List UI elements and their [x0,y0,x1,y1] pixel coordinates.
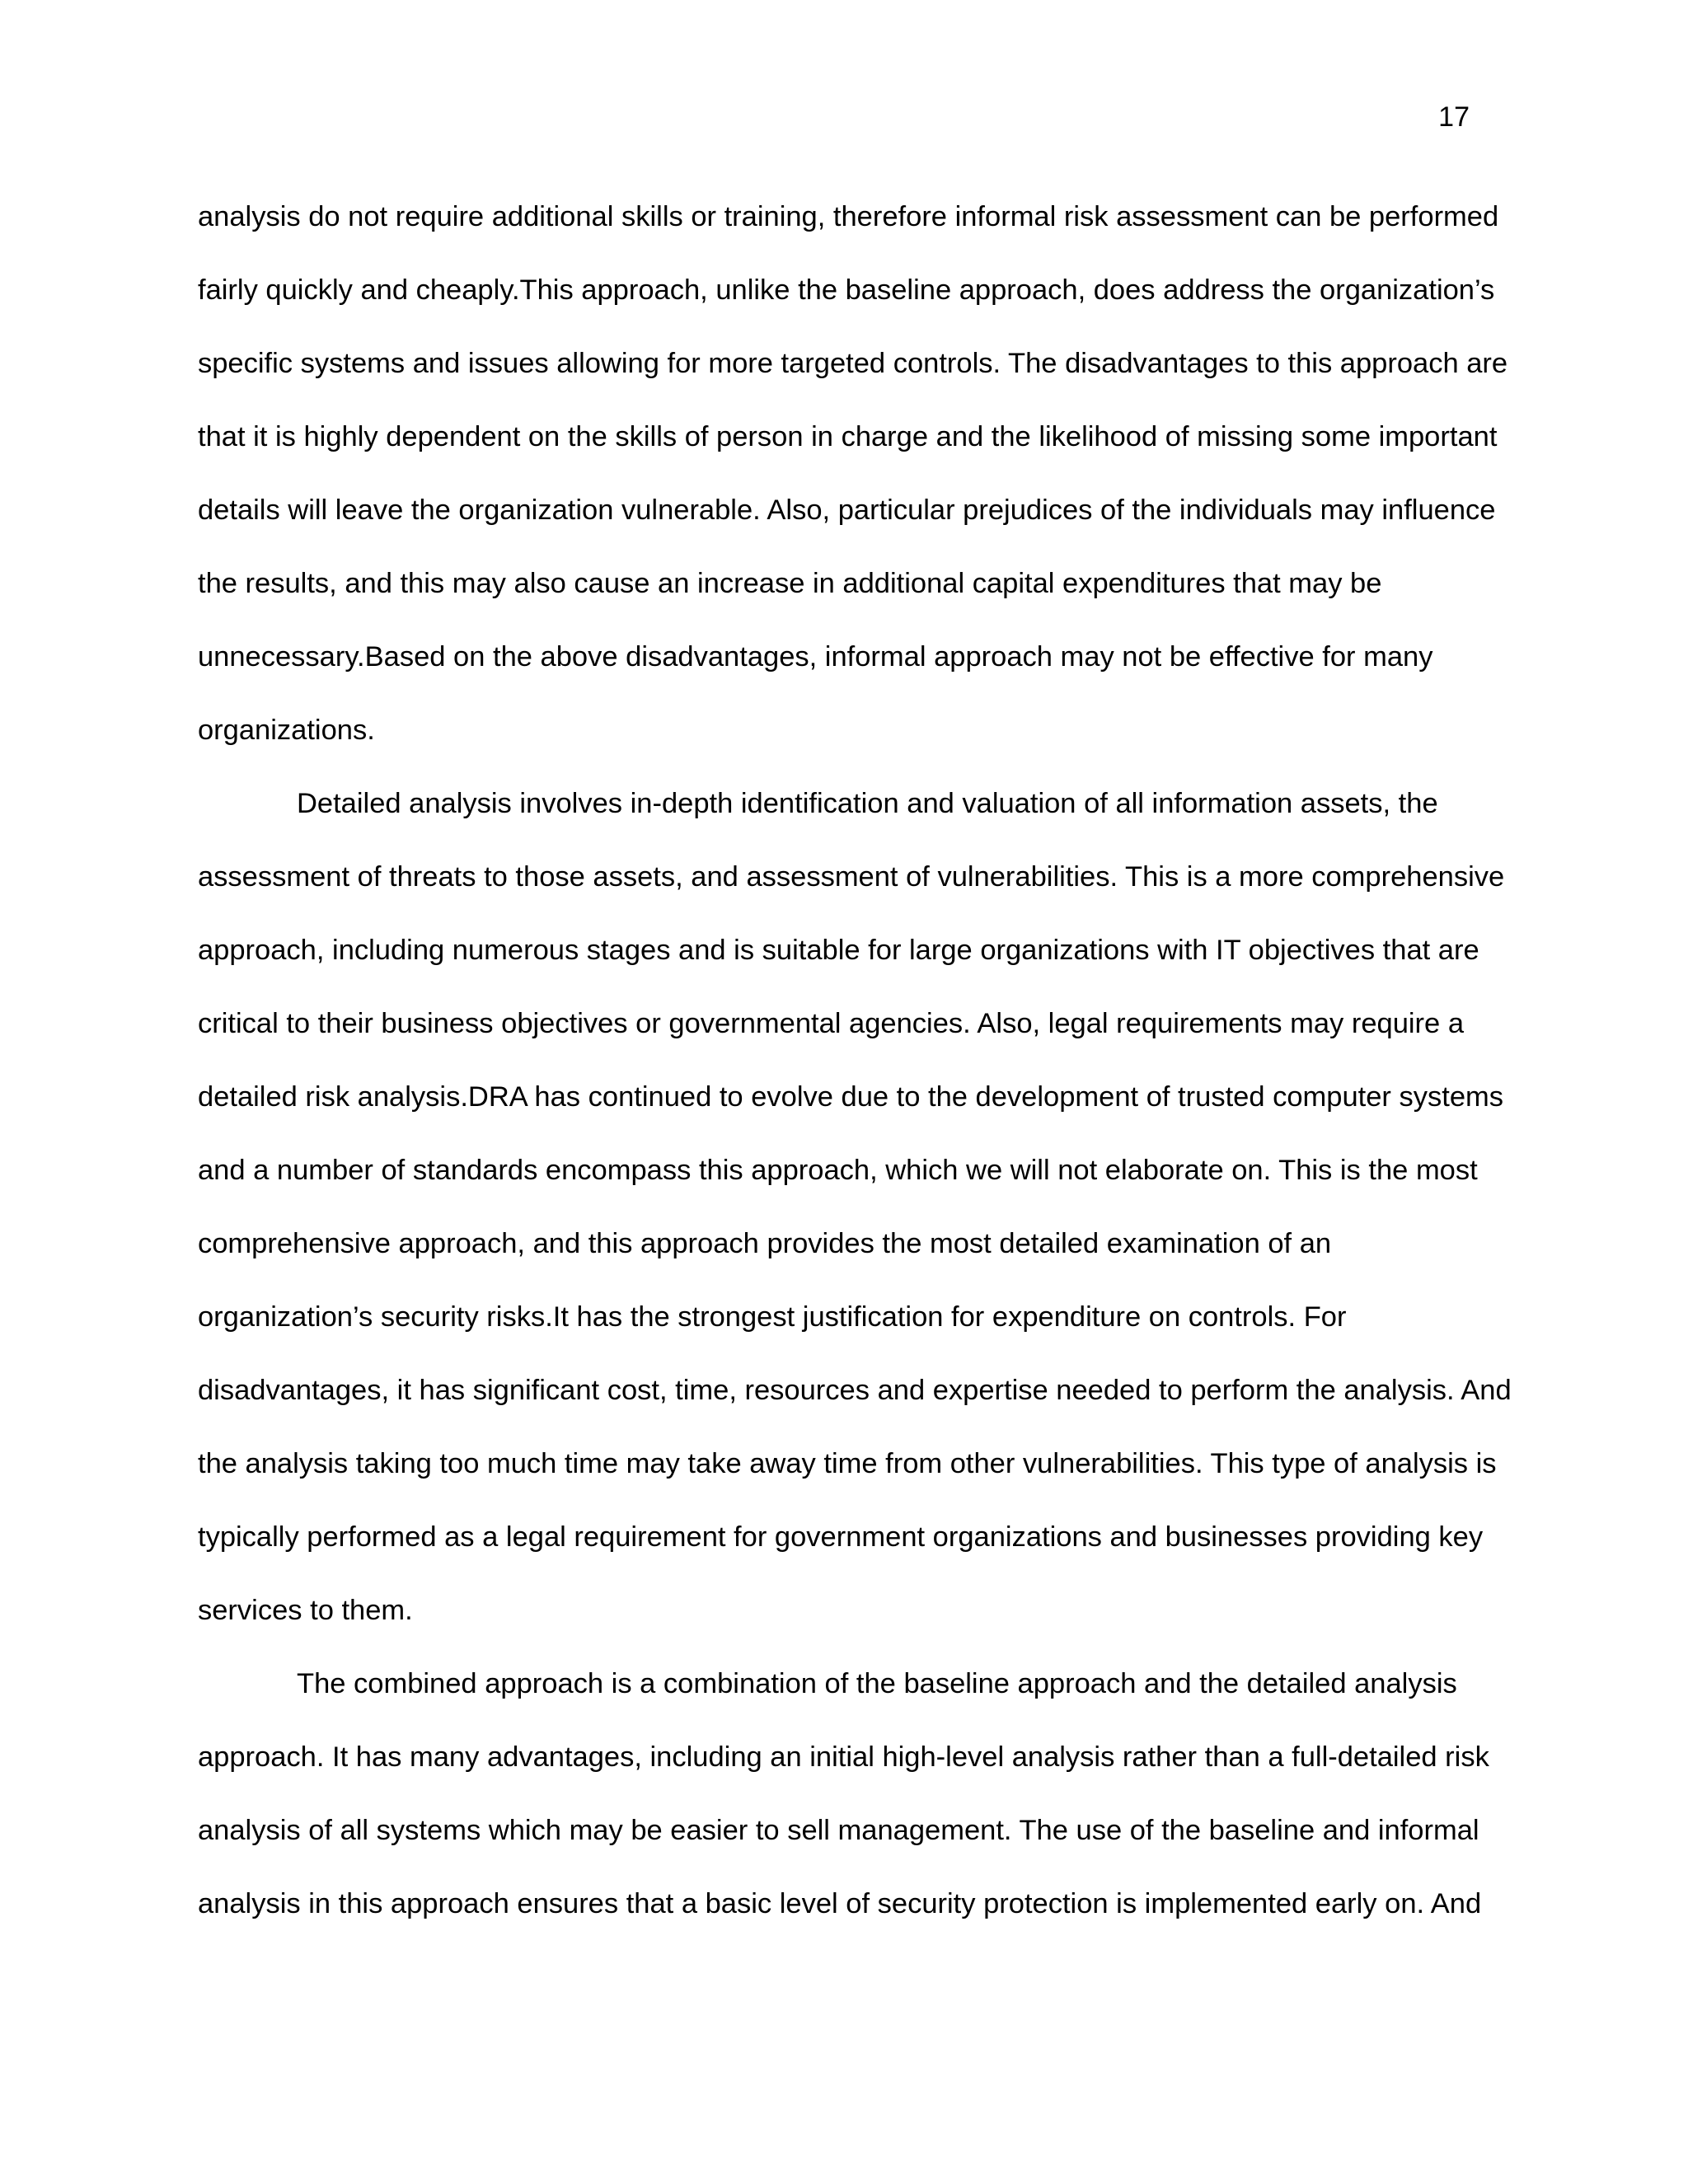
text-line: organization’s security risks.It has the strongest justification for expenditure on controls. For [198,1301,1347,1333]
text-line-indented: Detailed analysis involves in-depth identification and valuation of all information assets, the [297,788,1438,819]
text-line: services to them. [198,1595,413,1626]
text-line: specific systems and issues allowing for more targeted controls. The disadvantages to this approach are [198,348,1508,379]
text-line: fairly quickly and cheaply.This approach, unlike the baseline approach, does address the organization’s [198,274,1495,306]
text-line: analysis do not require additional skills or training, therefore informal risk assessment can be performed [198,201,1499,232]
text-line: details will leave the organization vulnerable. Also, particular prejudices of the individuals may influence [198,494,1496,526]
page-number: 17 [1438,101,1470,133]
text-line: critical to their business objectives or governmental agencies. Also, legal requirements may require a [198,1008,1465,1039]
text-line: detailed risk analysis.DRA has continued to evolve due to the development of trusted computer systems [198,1081,1504,1113]
text-line: typically performed as a legal requirement for government organizations and businesses providing key [198,1521,1484,1553]
paragraph-detailed-analysis [198,785,1512,1666]
text-line: approach. It has many advantages, including an initial high-level analysis rather than a full-detailed risk [198,1741,1489,1773]
text-line: the results, and this may also cause an increase in additional capital expenditures that may be [198,568,1382,599]
text-line: disadvantages, it has significant cost, time, resources and expertise needed to perform the analysis. And [198,1375,1512,1406]
text-line: comprehensive approach, and this approach provides the most detailed examination of an [198,1228,1332,1259]
text-line: and a number of standards encompass this approach, which we will not elaborate on. This is the most [198,1155,1478,1186]
text-line: that it is highly dependent on the skills of person in charge and the likelihood of missing some important [198,421,1498,452]
text-line-indented: The combined approach is a combination of the baseline approach and the detailed analysis [297,1668,1457,1699]
body-text [198,199,1512,1959]
text-line: analysis of all systems which may be easier to sell management. The use of the baseline and informal [198,1815,1479,1846]
text-line: analysis in this approach ensures that a basic level of security protection is implemented early on. And [198,1888,1482,1919]
text-line: organizations. [198,715,375,746]
text-line: approach, including numerous stages and is suitable for large organizations with IT objectives that are [198,935,1479,966]
paragraph-combined-approach [198,1666,1500,1959]
text-line: unnecessary.Based on the above disadvantages, informal approach may not be effective for many [198,641,1433,673]
text-line: the analysis taking too much time may take away time from other vulnerabilities. This type of analysis is [198,1448,1497,1479]
paragraph-informal-approach [198,199,1508,785]
text-line: assessment of threats to those assets, and assessment of vulnerabilities. This is a more comprehensive [198,861,1505,893]
